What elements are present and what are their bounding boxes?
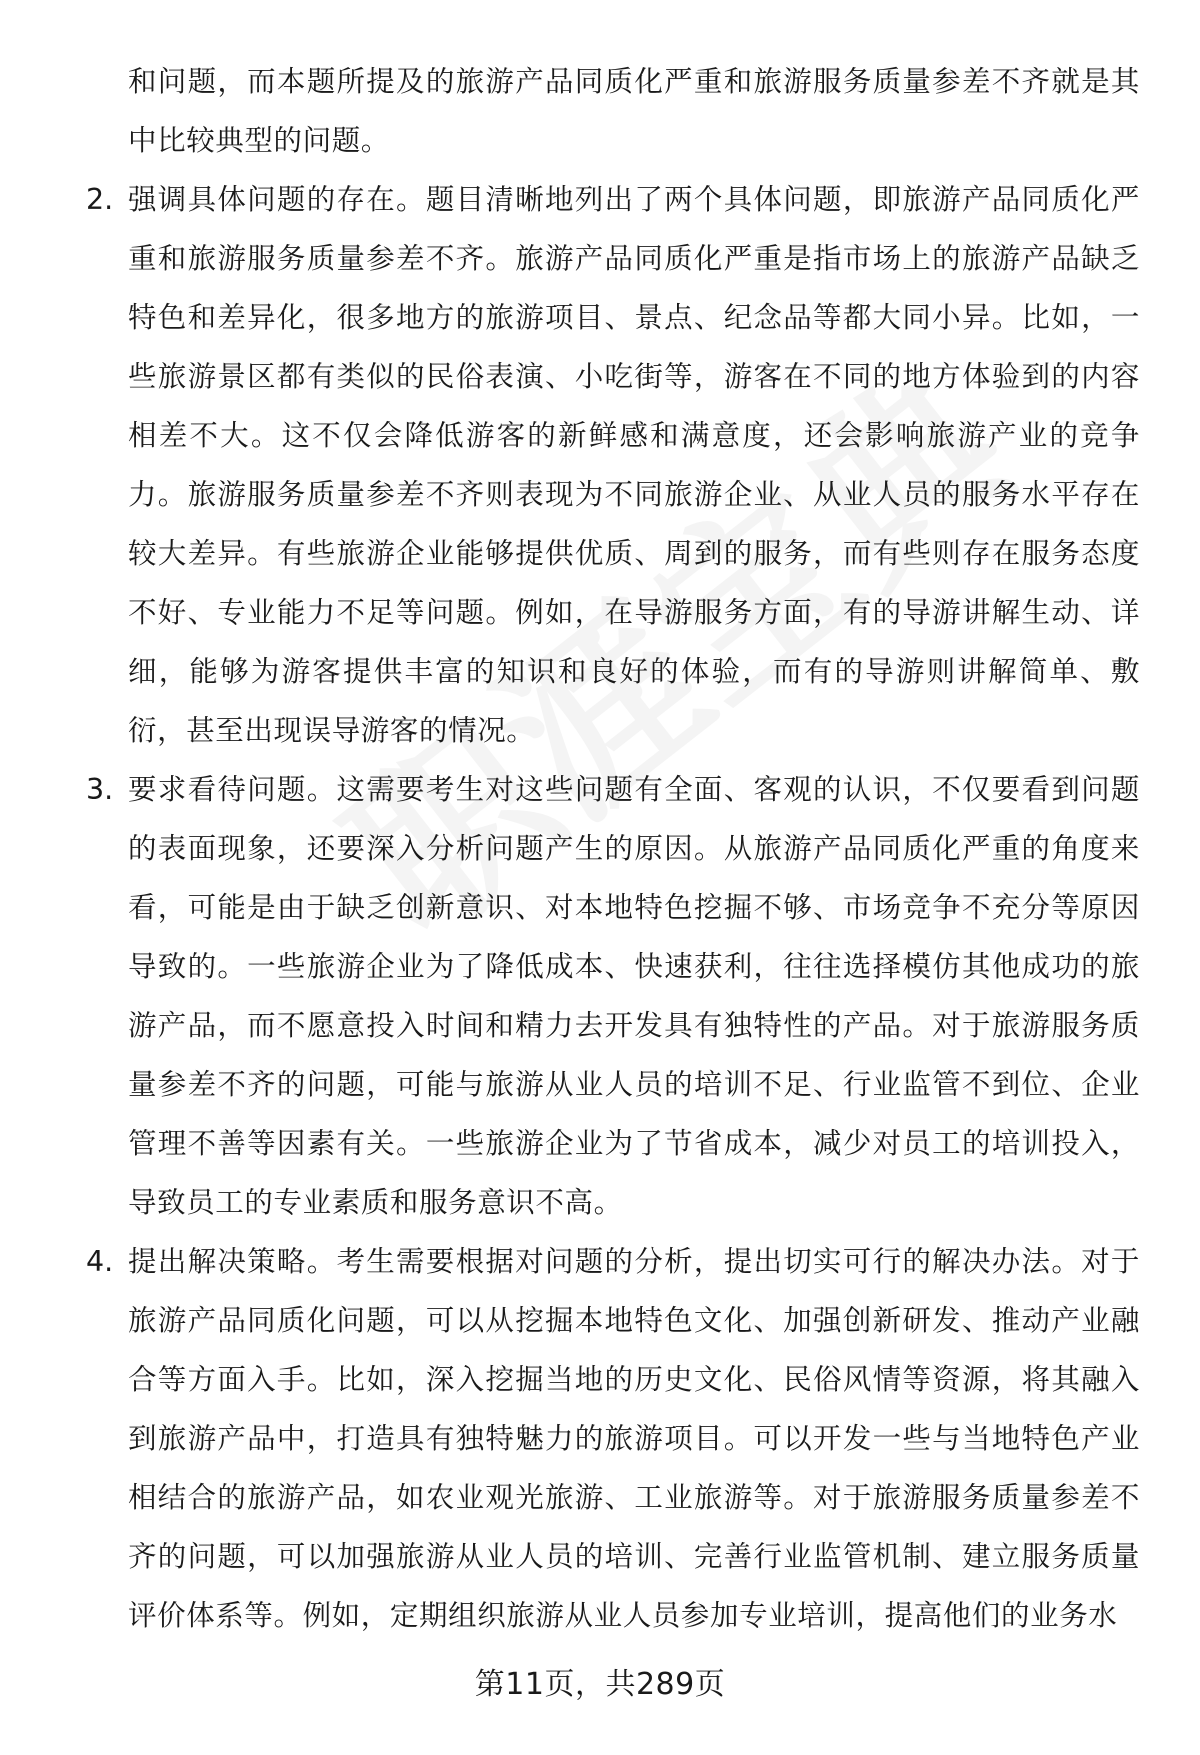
document-body xyxy=(86,52,1140,1645)
list-item-2 xyxy=(86,170,1140,760)
list-item-number: 2. xyxy=(86,183,114,216)
list-item-text: 强调具体问题的存在。题目清晰地列出了两个具体问题，即旅游产品同质化严重和旅游服务质量参差不齐。旅游产品同质化严重是指市场上的旅游产品缺乏特色和差异化，很多地方的旅游项目、景点、纪念品等都大同小异。比如，一些旅游景区都有类似的民俗表演、小吃街等，游客在不同的地方体验到的内容相差不大。这不仅会降低游客的新鲜感和满意度，还会影响旅游产业的竞争力。旅游服务质量参差不齐则表现为不同旅游企业、从业人员的服务水平存在较大差异。有些旅游企业能够提供优质、周到的服务，而有些则存在服务态度不好、专业能力不足等问题。例如，在导游服务方面，有的导游讲解生动、详细，能够为游客提供丰富的知识和良好的体验，而有的导游则讲解简单、敷衍，甚至出现误导游客的情况。 xyxy=(128,183,1140,747)
intro-continuation-paragraph: 和问题，而本题所提及的旅游产品同质化严重和旅游服务质量参差不齐就是其中比较典型的问题。 xyxy=(128,65,1140,157)
list-item-3 xyxy=(86,760,1140,1232)
list-item-number: 3. xyxy=(86,773,114,806)
page-number-footer: 第11页，共289页 xyxy=(474,1667,726,1702)
list-item-text: 要求看待问题。这需要考生对这些问题有全面、客观的认识，不仅要看到问题的表面现象，还要深入分析问题产生的原因。从旅游产品同质化严重的角度来看，可能是由于缺乏创新意识、对本地特色挖掘不够、市场竞争不充分等原因导致的。一些旅游企业为了降低成本、快速获利，往往选择模仿其他成功的旅游产品，而不愿意投入时间和精力去开发具有独特性的产品。对于旅游服务质量参差不齐的问题，可能与旅游从业人员的培训不足、行业监管不到位、企业管理不善等因素有关。一些旅游企业为了节省成本，减少对员工的培训投入，导致员工的专业素质和服务意识不高。 xyxy=(128,773,1140,1219)
list-item-4 xyxy=(86,1232,1140,1645)
list-item-text: 提出解决策略。考生需要根据对问题的分析，提出切实可行的解决办法。对于旅游产品同质化问题，可以从挖掘本地特色文化、加强创新研发、推动产业融合等方面入手。比如，深入挖掘当地的历史文化、民俗风情等资源，将其融入到旅游产品中，打造具有独特魅力的旅游项目。可以开发一些与当地特色产业相结合的旅游产品，如农业观光旅游、工业旅游等。对于旅游服务质量参差不齐的问题，可以加强旅游从业人员的培训、完善行业监管机制、建立服务质量评价体系等。例如，定期组织旅游从业人员参加专业培训，提高他们的业务水 xyxy=(128,1245,1140,1632)
list-item-number: 4. xyxy=(86,1245,114,1278)
